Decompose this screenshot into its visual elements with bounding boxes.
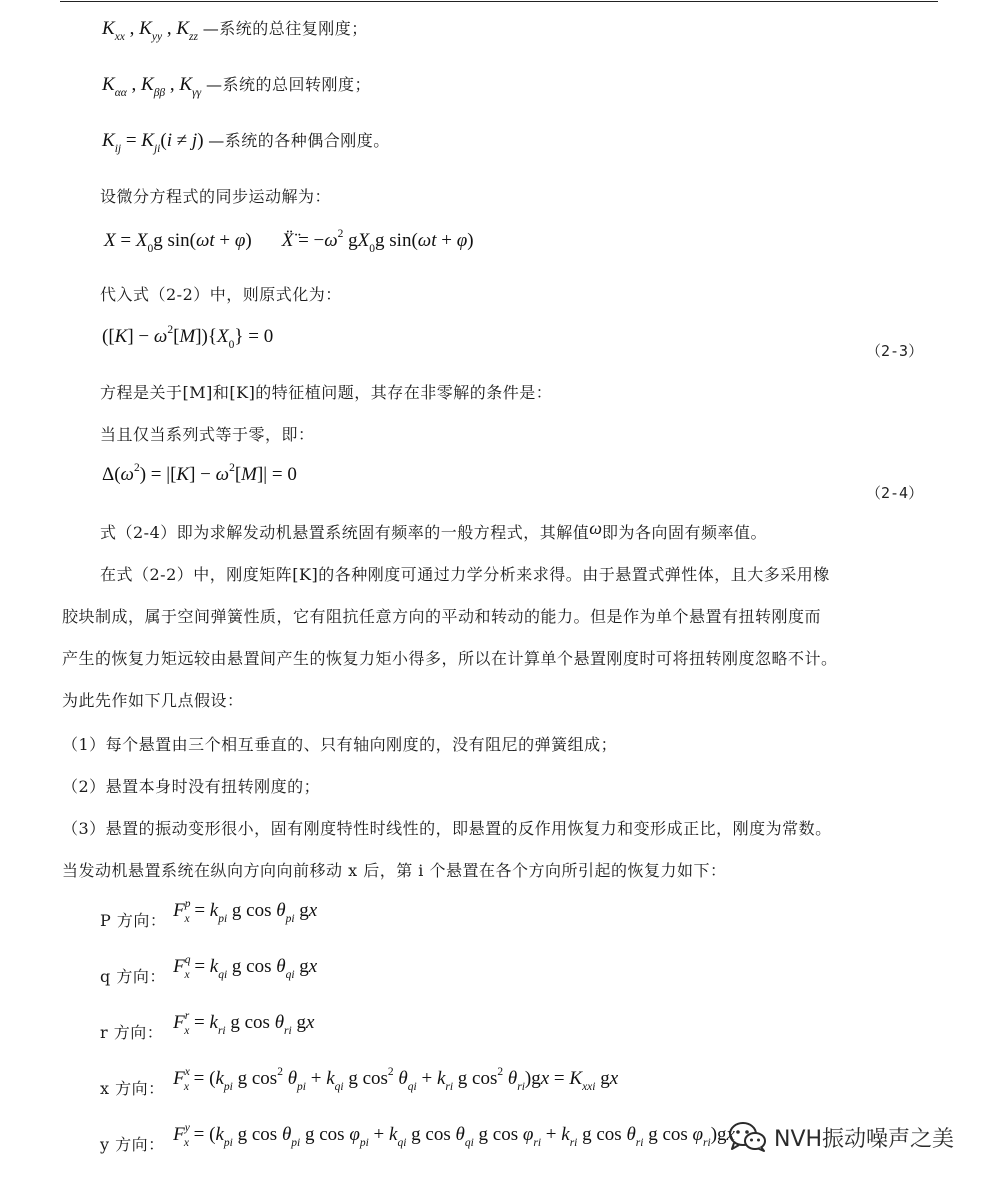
label-q-direction: q 方向： [100, 967, 166, 986]
header-rule [60, 1, 938, 2]
math-kxx-kyy-kzz: $K_{xx}$ , $K_{yy}$ , $K_{zz}$ [102, 18, 198, 43]
force-y-direction [100, 1124, 735, 1155]
paragraph-stiffness-line-3: 产生的恢复力矩远较由悬置间产生的恢复力矩小得多，所以在计算单个悬置刚度时可将扭转刚度忽略不计。 [62, 649, 838, 668]
def-translational-stiffness [102, 16, 368, 43]
paragraph-natural-frequency-b: 即为各向固有频率值。 [602, 523, 768, 542]
label-x-direction: x 方向： [100, 1079, 165, 1098]
paragraph-stiffness-line-2: 胶块制成，属于空间弹簧性质，它有阻抗任意方向的平动和转动的能力。但是作为单个悬置有扭转刚度而 [62, 607, 822, 626]
paragraph-restoring-force: 当发动机悬置系统在纵向方向向前移动 x 后，第 i 个悬置在各个方向所引起的恢复力如下： [62, 861, 727, 880]
paragraph-natural-frequency [100, 518, 767, 543]
assumption-2: （2）悬置本身时没有扭转刚度的； [62, 777, 321, 796]
def-rotational-text: —系统的总回转刚度； [205, 75, 371, 94]
paragraph-natural-frequency-a: 式（2-4）即为求解发动机悬置系统固有频率的一般方程式，其解值 [100, 523, 590, 542]
equation-number-2-4: （2-4） [866, 484, 924, 502]
force-x-direction [100, 1068, 618, 1099]
label-p-direction: P 方向： [100, 911, 167, 930]
assumption-3: （3）悬置的振动变形很小，固有刚度特性时线性的，即悬置的反作用恢复力和变形成正比，刚度为常数。 [62, 819, 832, 838]
paragraph-solution-intro: 设微分方程式的同步运动解为： [100, 187, 332, 206]
equation-2-3: $([K] - \omega^2[M])\{X_0\} = 0$ [102, 324, 274, 351]
force-p-direction [100, 900, 317, 931]
wechat-logo-icon [728, 1120, 768, 1154]
equation-force-y: $F^y_x = (k_{pi}$ g $\cos \theta_{pi}$ g $\cos \varphi_{pi} + k_{qi}$ g $\cos \theta_{qi}$ g $\cos \varphi_{ri} + k_{ri}$ g $\cos \theta_{ri}$ g $\cos \varphi_{ri})gx$ [173, 1122, 735, 1149]
def-rotational-stiffness [102, 72, 371, 99]
math-kij-kji: $K_{ij} = K_{ji}(i \ne j)$ [102, 130, 209, 155]
force-q-direction [100, 956, 317, 987]
equation-force-x: $F^x_x = (k_{pi}$ g $\cos^2 \theta_{pi} + k_{qi}$ g $\cos^2 \theta_{qi} + k_{ri}$ g $\cos^2 \theta_{ri})gx = K_{xxi}$ gx [173, 1066, 619, 1093]
watermark-text: NVH振动噪声之美 [774, 1126, 955, 1152]
paragraph-stiffness-line-1: 在式（2-2）中，刚度矩阵[K]的各种刚度可通过力学分析来求得。由于悬置式弹性体，且大多采用橡 [100, 565, 830, 584]
def-coupling-stiffness [102, 128, 390, 155]
equation-force-q: $F^q_x = k_{qi}$ g $\cos \theta_{qi}$ gx [173, 954, 318, 981]
paragraph-eigenvalue: 方程是关于[M]和[K]的特征植问题，其存在非零解的条件是： [100, 383, 553, 402]
equation-number-2-3: （2-3） [866, 342, 924, 360]
force-r-direction [100, 1012, 314, 1043]
assumption-1: （1）每个悬置由三个相互垂直的、只有轴向刚度的，没有阻尼的弹簧组成； [62, 735, 618, 754]
math-omega: ω [589, 518, 602, 538]
equation-synchronous-solution: $X = X_0g$ sin(ωt + φ) Ẍ̈ = $-\omega^2$ $gX_0g$ sin(ωt + φ) [104, 228, 474, 255]
paragraph-determinant: 当且仅当系列式等于零，即： [100, 425, 315, 444]
equation-force-p: $F^p_x = k_{pi}$ g $\cos \theta_{pi}$ gx [173, 898, 318, 925]
equation-2-4: $\Delta(\omega^2) = |[K] - \omega^2[M]| = 0$ [102, 462, 297, 485]
paragraph-substitute: 代入式（2-2）中，则原式化为： [100, 285, 342, 304]
math-kaa-kbb-kgg: $K_{\alpha\alpha}$ , $K_{\beta\beta}$ , $K_{\gamma\gamma}$ [102, 74, 202, 99]
label-y-direction: y 方向： [100, 1135, 165, 1154]
label-r-direction: r 方向： [100, 1023, 164, 1042]
watermark [728, 1120, 954, 1154]
paragraph-stiffness-line-4: 为此先作如下几点假设： [62, 691, 244, 710]
equation-force-r: $F^r_x = k_{ri}$ g $\cos \theta_{ri}$ gx [173, 1010, 315, 1037]
def-coupling-text: —系统的各种偶合刚度。 [208, 131, 390, 150]
def-translational-text: —系统的总往复刚度； [202, 19, 368, 38]
